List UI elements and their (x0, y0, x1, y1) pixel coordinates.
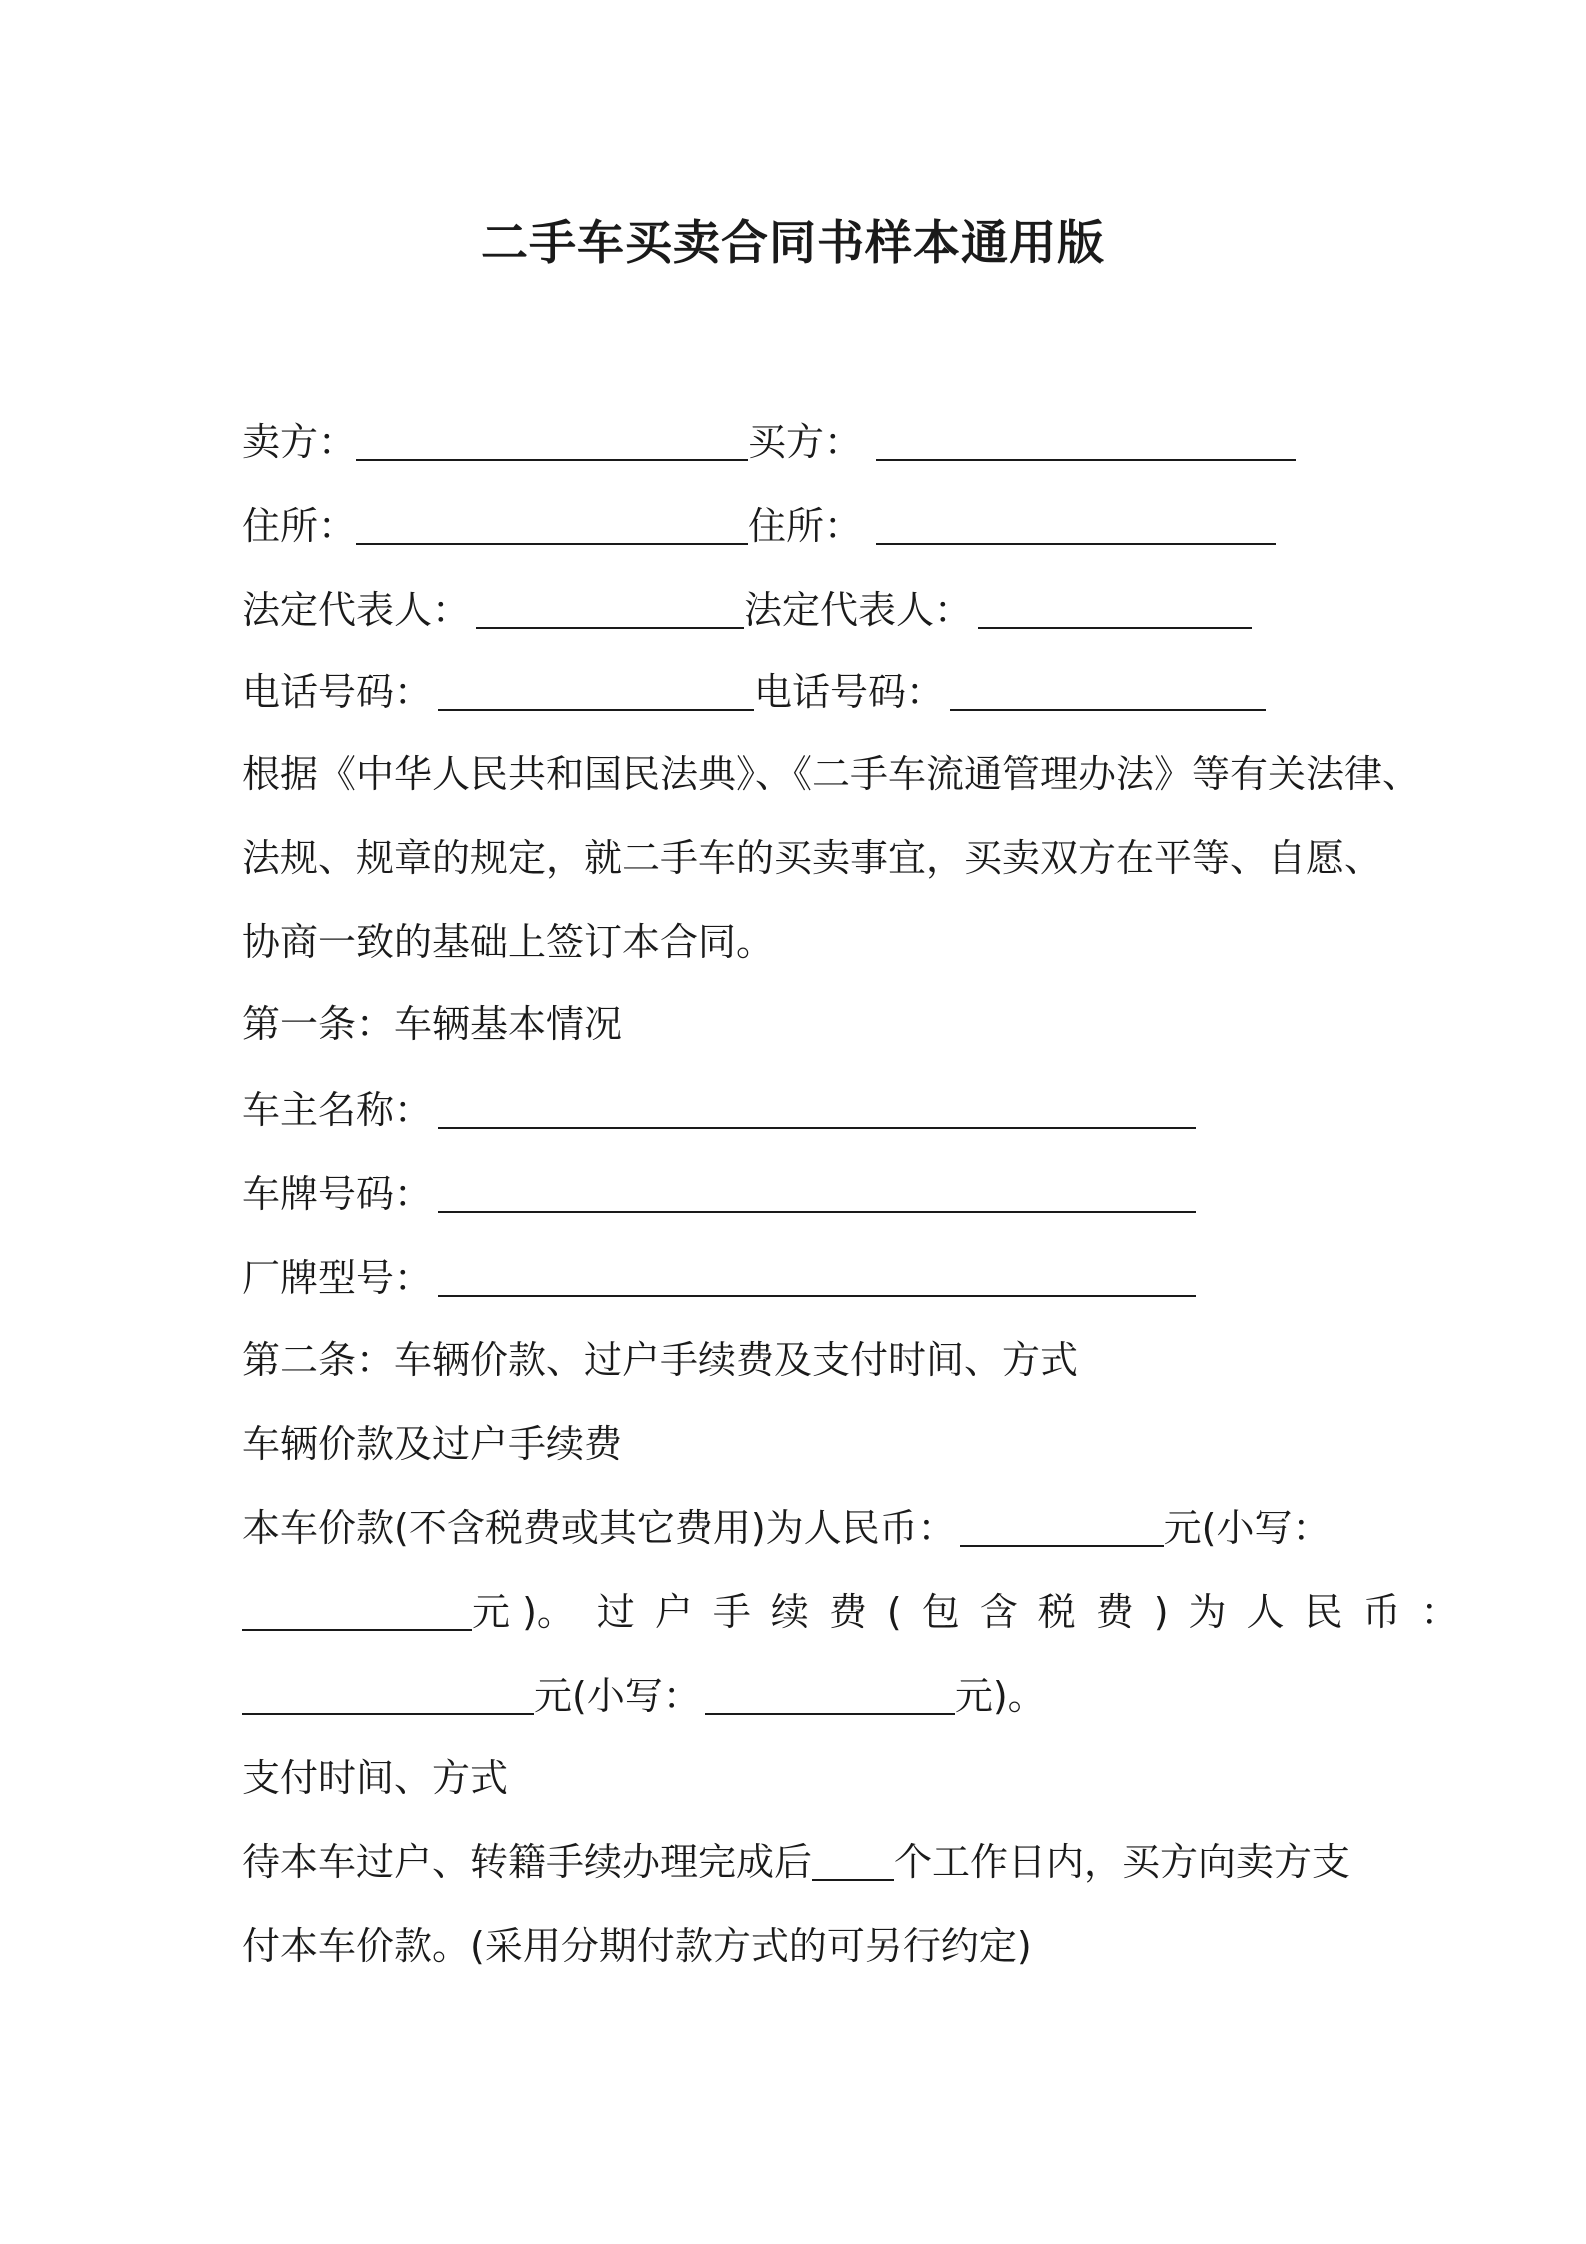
article-1-heading: 第一条：车辆基本情况 (242, 1002, 623, 1046)
owner-row (242, 1084, 1196, 1136)
owner-name-field[interactable] (438, 1087, 1196, 1129)
document-title: 二手车买卖合同书样本通用版 (481, 216, 1105, 271)
seller-buyer-row (242, 416, 1296, 468)
payment-line-2: 付本车价款。(采用分期付款方式的可另行约定) (242, 1924, 1032, 1968)
phone-row (242, 666, 1266, 718)
price-line-1 (242, 1502, 1330, 1554)
transfer-fee-close: 元)。 (954, 1674, 1046, 1718)
seller-legal-rep-label: 法定代表人： (242, 588, 471, 632)
price-line-2 (242, 1586, 1479, 1638)
transfer-fee-field[interactable] (242, 1673, 534, 1715)
buyer-address-label: 住所： (748, 504, 863, 548)
transfer-fee-text: 过户手续费(包含税费)为人民币： (596, 1590, 1479, 1634)
seller-legal-rep-field[interactable] (476, 587, 744, 629)
transfer-fee-small-label: 元(小写： (534, 1674, 701, 1718)
seller-address-field[interactable] (356, 503, 748, 545)
price-subheading: 车辆价款及过户手续费 (242, 1422, 623, 1466)
price-line-3 (242, 1670, 1046, 1722)
plate-number-field[interactable] (438, 1171, 1196, 1213)
model-row (242, 1252, 1196, 1304)
working-days-field[interactable] (812, 1839, 894, 1881)
price-small-label: 元(小写： (1163, 1506, 1331, 1550)
transfer-fee-small-field[interactable] (705, 1673, 955, 1715)
preamble-line-1: 根据《中华人民共和国民法典》、《二手车流通管理办法》等有关法律、 (242, 752, 1421, 796)
seller-phone-label: 电话号码： (242, 670, 433, 714)
model-field[interactable] (438, 1255, 1196, 1297)
buyer-phone-label: 电话号码： (754, 670, 945, 714)
buyer-label: 买方： (748, 420, 863, 464)
buyer-name-field[interactable] (876, 419, 1296, 461)
payment-text-1: 待本车过户、转籍手续办理完成后 (242, 1840, 813, 1884)
preamble-line-2: 法规、规章的规定，就二手车的买卖事宜，买卖双方在平等、自愿、 (242, 836, 1383, 880)
buyer-legal-rep-label: 法定代表人： (744, 588, 973, 632)
plate-label: 车牌号码： (242, 1172, 433, 1216)
owner-label: 车主名称： (242, 1088, 433, 1132)
payment-line-1 (242, 1836, 1350, 1888)
price-small-field[interactable] (242, 1589, 472, 1631)
price-unit-close: 元 )。 (472, 1590, 575, 1634)
seller-phone-field[interactable] (438, 669, 754, 711)
buyer-address-field[interactable] (876, 503, 1276, 545)
payment-text-2: 个工作日内，买方向卖方支 (894, 1840, 1351, 1884)
price-amount-field[interactable] (960, 1505, 1164, 1547)
preamble-line-3: 协商一致的基础上签订本合同。 (242, 920, 775, 964)
seller-name-field[interactable] (356, 419, 748, 461)
buyer-phone-field[interactable] (950, 669, 1266, 711)
article-2-heading: 第二条：车辆价款、过户手续费及支付时间、方式 (242, 1338, 1079, 1382)
legal-rep-row (242, 584, 1252, 636)
payment-heading: 支付时间、方式 (242, 1756, 509, 1800)
model-label: 厂牌型号： (242, 1256, 433, 1300)
price-text-1: 本车价款(不含税费或其它费用)为人民币： (242, 1506, 956, 1550)
seller-label: 卖方： (242, 420, 357, 464)
address-row (242, 500, 1276, 552)
buyer-legal-rep-field[interactable] (978, 587, 1252, 629)
seller-address-label: 住所： (242, 504, 357, 548)
plate-row (242, 1168, 1196, 1220)
